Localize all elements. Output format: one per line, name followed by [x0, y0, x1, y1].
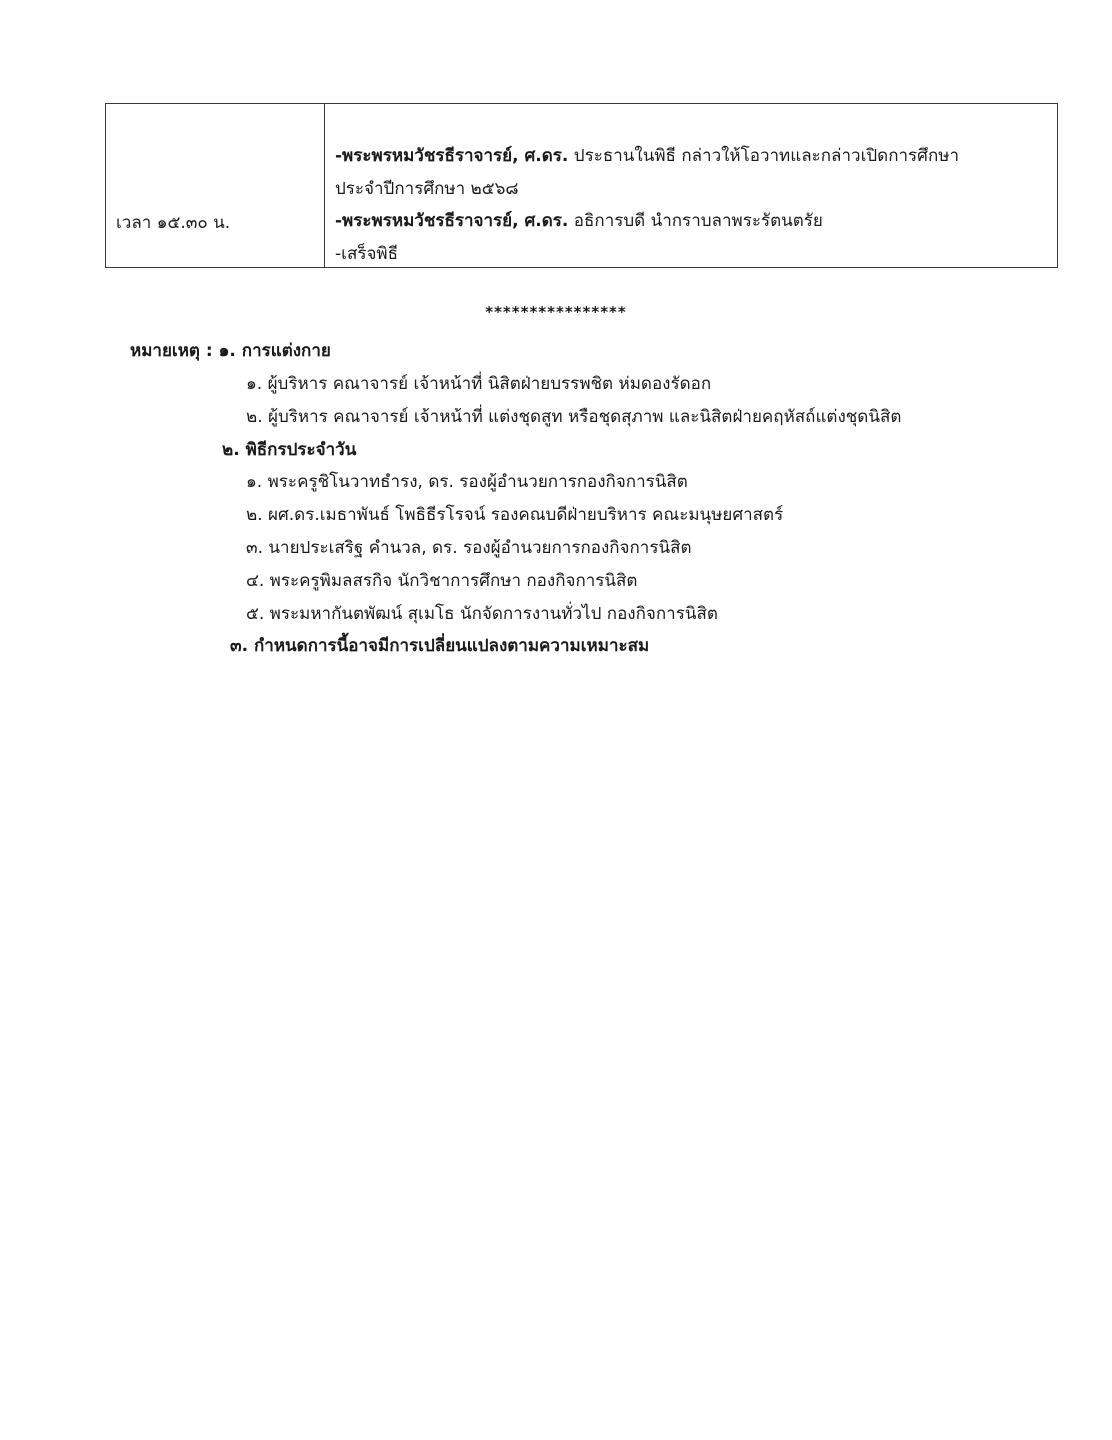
agenda-line [335, 209, 823, 233]
agenda-line [335, 144, 959, 168]
list-item: ๑. ผู้บริหาร คณาจารย์ เจ้าหน้าที่ นิสิตฝ่ายบรรพชิต ห่มดองรัดอก [246, 374, 712, 394]
list-item: ๑. พระครูชิโนวาทธำรง, ดร. รองผู้อำนวยการกองกิจการนิสิต [246, 472, 688, 492]
list-item: ๔. พระครูพิมลสรกิจ นักวิชาการศึกษา กองกิจการนิสิต [246, 571, 638, 591]
agenda-text: ประธานในพิธี กล่าวให้โอวาทและกล่าวเปิดการศึกษา [568, 146, 960, 166]
time-label: เวลา ๑๕.๓๐ น. [116, 213, 231, 233]
agenda-text: อธิการบดี นำกราบลาพระรัตนตรัย [568, 211, 823, 231]
agenda-line [335, 242, 398, 266]
list-item: ๒. ผศ.ดร.เมธาพันธ์ โพธิธีรโรจน์ รองคณบดีฝ่ายบริหาร คณะมนุษยศาสตร์ [246, 505, 784, 525]
notes-heading [130, 339, 331, 363]
presider-name: -พระพรหมวัชรธีราจารย์, ศ.ดร. [335, 146, 569, 166]
notes-label: หมายเหตุ : [130, 341, 213, 361]
asterisk-divider: **************** [485, 303, 627, 321]
schedule-table [105, 103, 1058, 268]
list-item: ๓. นายประเสริฐ คำนวล, ดร. รองผู้อำนวยการกองกิจการนิสิต [246, 538, 692, 558]
section-title-mc: ๒. พิธีกรประจำวัน [222, 440, 357, 460]
list-item: ๒. ผู้บริหาร คณาจารย์ เจ้าหน้าที่ แต่งชุดสูท หรือชุดสุภาพ และนิสิตฝ่ายคฤหัสถ์แต่งชุดนิสิต [246, 407, 902, 427]
section-title-dress: ๑. การแต่งกาย [218, 341, 331, 361]
agenda-line [335, 177, 519, 201]
agenda-text: -เสร็จพิธี [335, 244, 398, 264]
agenda-text: ประจำปีการศึกษา ๒๕๖๘ [335, 179, 519, 199]
list-item: ๕. พระมหากันตพัฒน์ สุเมโธ นักจัดการงานทั่วไป กองกิจการนิสิต [246, 604, 718, 624]
time-cell [106, 104, 325, 267]
section-title-schedule-change: ๓. กำหนดการนี้อาจมีการเปลี่ยนแปลงตามความเหมาะสม [230, 636, 650, 656]
agenda-cell [325, 104, 1057, 267]
presider-name: -พระพรหมวัชรธีราจารย์, ศ.ดร. [335, 211, 569, 231]
